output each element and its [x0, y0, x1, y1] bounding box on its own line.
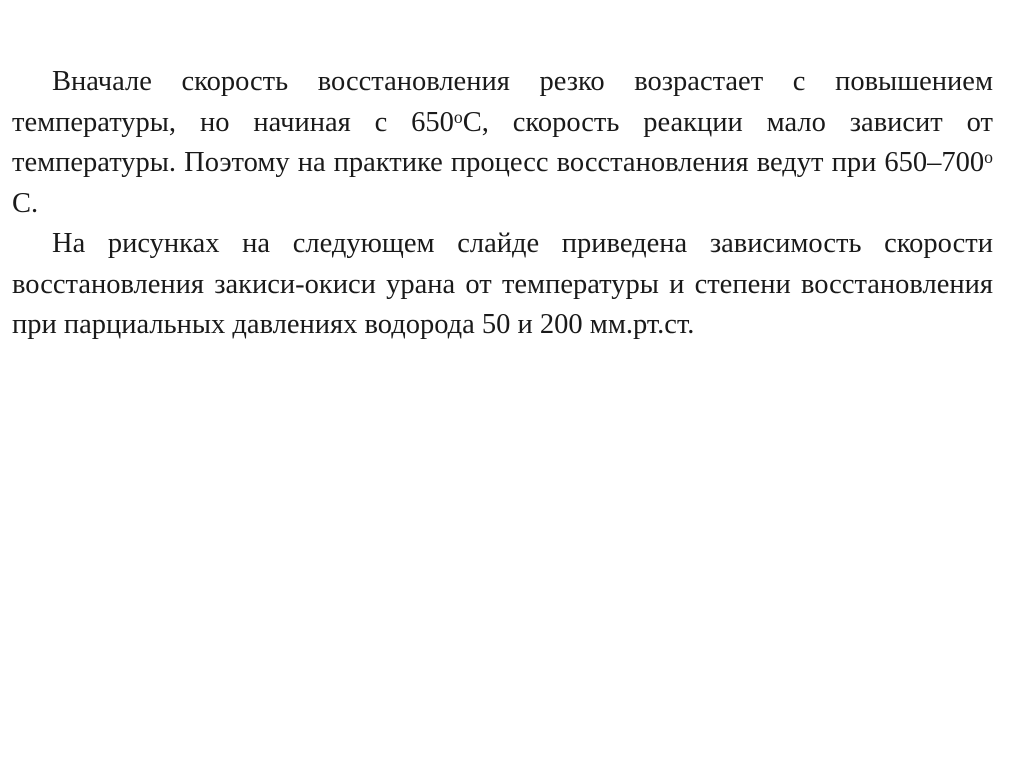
paragraph-1-text-a: Вначале скорость восстановления резко возрастает с повышением температуры, но начиная с 650 — [12, 66, 993, 138]
degree-superscript-1: о — [453, 106, 463, 127]
paragraph-1-text-c: С. — [12, 187, 39, 219]
paragraph-2-text: На рисунках на следующем слайде приведена зависимость скорости восстановления закиси-окиси урана от температуры и степени восстановления при парциальных давлениях водорода 50 и 200 мм.рт.ст. — [12, 228, 993, 340]
degree-superscript-2: о — [984, 147, 993, 168]
paragraph-1-text-b: С, скорость реакции мало зависит от температуры. Поэтому на практике процесс восстановления ведут при 650–700 — [12, 106, 993, 178]
paragraph-2 — [12, 224, 993, 346]
paragraph-1 — [12, 62, 993, 224]
slide-text-block — [12, 62, 993, 346]
